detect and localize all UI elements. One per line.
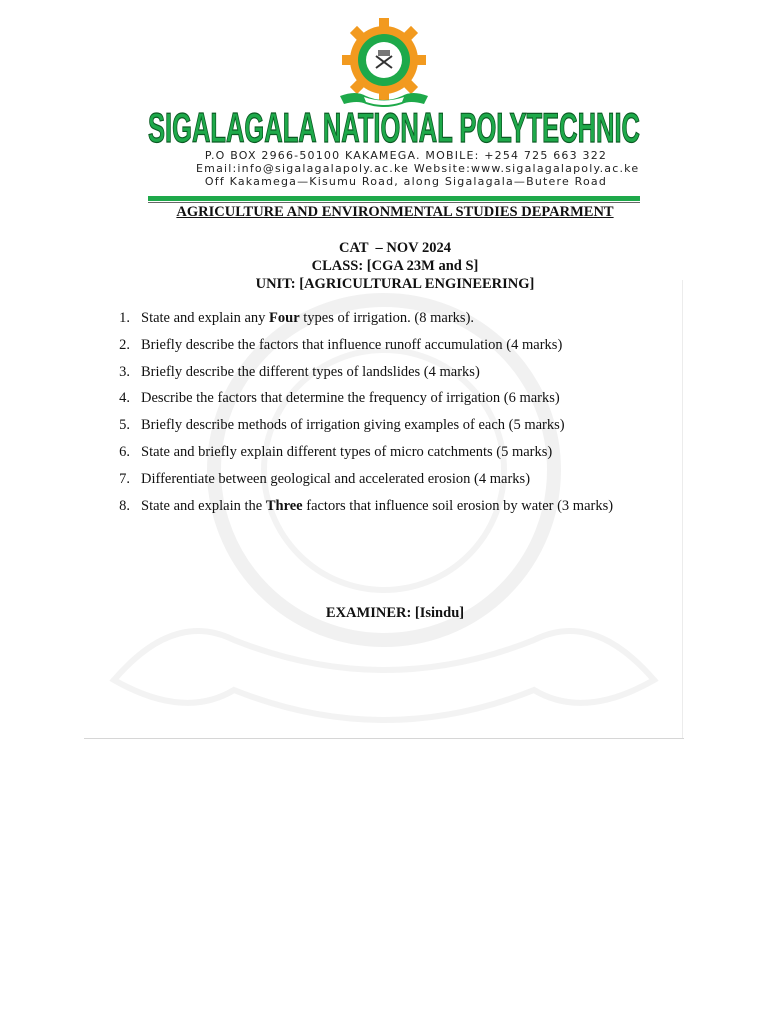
- location-line: Off Kakamega—Kisumu Road, along Sigalagala—Butere Road: [204, 175, 608, 188]
- header-green-rule: [148, 196, 640, 201]
- department-title: AGRICULTURE AND ENVIRONMENTAL STUDIES DEPARMENT: [176, 204, 614, 220]
- question-number: 4.: [119, 390, 130, 407]
- question-text: Briefly describe the factors that influence runoff accumulation (4 marks): [141, 336, 563, 353]
- question-item: [96, 498, 696, 525]
- exam-line: CAT – NOV 2024: [339, 240, 451, 256]
- question-number: 5.: [119, 417, 130, 434]
- question-text: State and explain any Four types of irrigation. (8 marks).: [141, 310, 475, 326]
- question-item: [96, 444, 696, 471]
- question-text: Differentiate between geological and accelerated erosion (4 marks): [141, 470, 531, 487]
- question-list: [96, 310, 696, 524]
- question-number: 2.: [119, 336, 130, 353]
- question-item: [96, 310, 696, 337]
- question-number: 1.: [119, 310, 130, 326]
- polytechnic-crest-logo-icon: [336, 16, 432, 108]
- question-item: [96, 364, 696, 391]
- email-website-line: Email:info@sigalagalapoly.ac.ke Website:www.sigalagalapoly.ac.ke: [196, 162, 640, 175]
- question-item: [96, 417, 696, 444]
- header-dark-rule: [148, 202, 640, 203]
- institution-name: SIGALAGALA NATIONAL POLYTECHNIC: [148, 104, 640, 150]
- question-number: 7.: [119, 470, 130, 487]
- question-text: State and briefly explain different types of micro catchments (5 marks): [141, 443, 553, 460]
- question-number: 6.: [119, 443, 130, 460]
- unit-line: UNIT: [AGRICULTURAL ENGINEERING]: [255, 276, 535, 292]
- question-number: 3.: [119, 363, 130, 380]
- question-item: [96, 337, 696, 364]
- question-number: 8.: [119, 497, 130, 514]
- question-text: State and explain the Three factors that influence soil erosion by water (3 marks): [141, 497, 614, 514]
- question-item: [96, 471, 696, 498]
- question-text: Describe the factors that determine the frequency of irrigation (6 marks): [141, 390, 560, 407]
- question-text: Briefly describe methods of irrigation giving examples of each (5 marks): [141, 417, 565, 434]
- class-line: CLASS: [CGA 23M and S]: [311, 258, 479, 274]
- examiner-line: EXAMINER: [Isindu]: [325, 605, 465, 621]
- frame-bottom-line: [84, 738, 684, 739]
- question-item: [96, 390, 696, 417]
- question-text: Briefly describe the different types of landslides (4 marks): [141, 363, 480, 380]
- institution-name-banner: [146, 100, 642, 150]
- address-line: P.O BOX 2966-50100 KAKAMEGA. MOBILE: +254 725 663 322: [204, 149, 608, 162]
